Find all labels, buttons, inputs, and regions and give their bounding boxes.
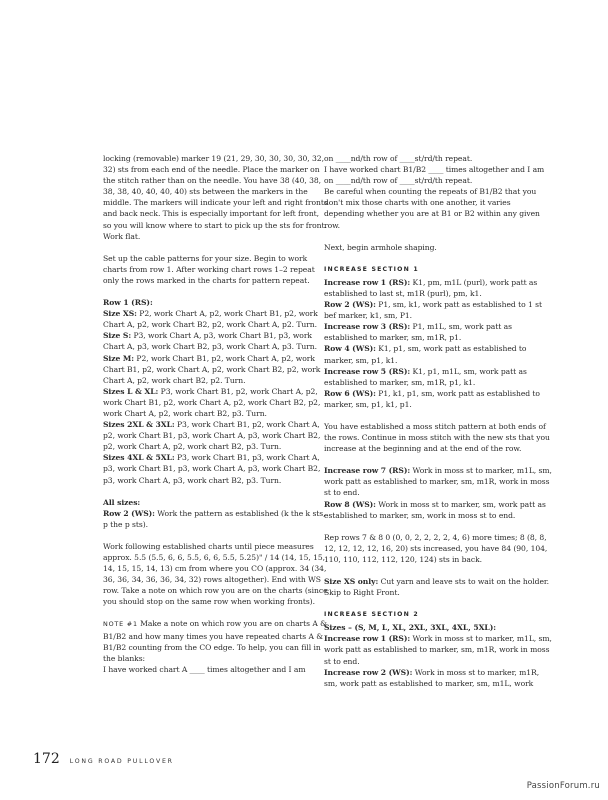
size-instruction: P2, work Chart A, p2, work Chart B1, p2, work Chart A, p2, work Chart B2, p2, work Chart A, p2. Turn.: [103, 309, 318, 330]
size-instruction: P3, work Chart B1, p2, work Chart A, p2, work Chart B1, p2, work Chart A, p2, work Chart B2, p2, work Chart A, p2, work chart B2, p3. Turn.: [103, 386, 321, 418]
size-label: Sizes 2XL & 3XL:: [103, 420, 175, 430]
row-instruction: K1, p1, m1L, sm, work patt as established to marker, sm, m1R, p1, k1.: [324, 366, 527, 387]
all-sizes-block: [103, 497, 329, 530]
row2-label: Row 2 (WS):: [103, 508, 155, 518]
size-instruction: P3, work Chart B1, p2, work Chart A, p2, work Chart B1, p3, work Chart A, p3, work Chart B2, p2, work Chart A, p2, work chart B2, p3. Turn.: [103, 420, 321, 452]
row-label: Increase row 1 (RS):: [324, 634, 411, 644]
row-instruction: P1, k1, p1, sm, work patt as established to marker, sm, p1, k1, p1.: [324, 388, 540, 409]
row1-label: Row 1 (RS):: [103, 298, 153, 308]
row-instruction: K1, pm, m1L (purl), work patt as established to last st, m1R (purl), pm, k1.: [324, 277, 538, 298]
running-title: LONG ROAD PULLOVER: [69, 758, 174, 765]
size-xs-text: Cut yarn and leave sts to wait on the holder. Skip to Right Front.: [324, 577, 549, 598]
note-label: NOTE #1: [103, 620, 138, 629]
row-label: Increase row 7 (RS):: [324, 466, 411, 476]
section-heading-2: INCREASE SECTION 2: [324, 611, 419, 619]
size-label: Size S:: [103, 331, 132, 341]
size-instruction: P2, work Chart B1, p2, work Chart A, p2, work Chart B1, p2, work Chart A, p2, work Chart B2, p2, work Chart A, p2, work chart B2, p2. Turn.: [103, 353, 321, 385]
rows-7-8: [324, 465, 552, 520]
row-instruction: P1, m1L, sm, work patt as established to marker, sm, m1R, p1.: [324, 322, 512, 343]
row-label: Row 6 (WS):: [324, 388, 376, 398]
page-footer: [33, 751, 174, 767]
size-label: Sizes L & XL:: [103, 386, 159, 396]
note-paragraph: [103, 618, 329, 674]
row-label: Row 8 (WS):: [324, 499, 376, 509]
row2-instruction: Work the pattern as established (k the k sts, p the p sts).: [103, 508, 326, 529]
right-text-column: [324, 153, 552, 689]
size-label: Size XS:: [103, 309, 137, 319]
size-xs-label: Size XS only:: [324, 577, 379, 586]
row-label: Row 2 (WS):: [324, 300, 376, 310]
sizes-label: Sizes – (S, M, L, XL, 2XL, 3XL, 4XL, 5XL):: [324, 623, 497, 633]
size-label: Size M:: [103, 353, 135, 363]
setup-paragraph: Set up the cable patterns for your size. Begin to work charts from row 1. After working chart rows 1–2 repeat only the rows marked in the charts for pattern repeat.: [103, 253, 315, 285]
armhole-line: Next, begin armhole shaping.: [324, 242, 437, 252]
row-instruction: Work in moss st to marker, sm, work patt as established to marker, sm, work in moss st to end.: [324, 499, 546, 520]
watermark: PassionForum.ru: [526, 781, 600, 791]
size-label: Sizes 4XL & 5XL:: [103, 453, 175, 463]
row-label: Row 4 (WS):: [324, 344, 376, 354]
row-instruction: Work in moss st to marker, m1L, sm, work patt as established to marker, sm, m1R, work in moss st to end.: [324, 466, 552, 498]
intro-paragraph: locking (removable) marker 19 (21, 29, 30, 30, 30, 30, 32, 32) sts from each end of the needle. Place the marker on the stitch rather than on the needle. You have 38 (40, 38, 38, 38, 40, 40, 40, 40) sts between the markers in the middle. The markers will indicate your left and right fronts and back neck. This is especially important for left front, so you will know where to start to pick up the sts for front. Work flat.: [103, 154, 328, 241]
size-instruction: P3, work Chart A, p3, work Chart B1, p3, work Chart A, p3, work Chart B2, p3, work Chart A, p3. Turn.: [103, 331, 317, 352]
size-instruction: P3, work Chart B1, p3, work Chart A, p3, work Chart B1, p3, work Chart A, p3, work Chart B2, p3, work Chart A, p3, work chart B2, p3. Turn.: [103, 453, 321, 485]
row-instruction: Work in moss st to marker, m1R, sm, work patt as established to marker, sm, m1L, work: [324, 667, 540, 688]
row-instruction: P1, sm, k1, work patt as established to 1 st bef marker, k1, sm, P1.: [324, 300, 542, 321]
following-paragraph: Work following established charts until piece measures approx. 5.5 (5.5, 6, 6, 5.5, 6, 6, 5.5, 5.25)" / 14 (14, 15, 15, 14, 15, 15, 14, 13) cm from where you CO (approx. 34 (34, 36, 36, 34, 36, 36, 34, 32) rows altogether). End with WS row. Take a note on which row you are on the charts (since you should stop on the same row when working fronts).: [103, 541, 328, 607]
row1-block: [103, 297, 329, 486]
row-instruction: Work in moss st to marker, m1L, sm, work patt as established to marker, sm, m1R, work in moss st to end.: [324, 634, 552, 666]
blanks-paragraph: on ____nd/th row of ____st/rd/th repeat. I have worked chart B1/B2 ____ times altogether and I am on ____nd/th row of ____st/rd/th repeat. Be careful when counting the repeats of B1/B2 that you don't mix those charts with one another, it varies depending whether you are at B1 or B2 within any given row.: [324, 154, 545, 230]
row-label: Increase row 3 (RS):: [324, 322, 411, 332]
size-xs-paragraph: [324, 576, 552, 598]
section2-rows: [324, 622, 552, 689]
row-label: Increase row 1 (RS):: [324, 277, 411, 287]
left-text-column: [103, 153, 329, 675]
page-number: 172: [33, 751, 60, 767]
work-flat-line: Work flat.: [103, 231, 141, 241]
section1-rows: [324, 277, 552, 410]
section-heading-1: INCREASE SECTION 1: [324, 265, 419, 273]
note-text: Make a note on which row you are on charts A & B1/B2 and how many times you have repeated charts A & B1/B2 counting from the CO edge. To help, you can fill in the blanks:: [103, 619, 327, 663]
repeat-paragraph: Rep rows 7 & 8 0 (0, 0, 2, 2, 2, 2, 4, 6) more times; 8 (8, 8, 12, 12, 12, 12, 16, 20) sts increased, you have 84 (90, 104, 110, 110, 112, 112, 120, 124) sts in back.: [324, 532, 548, 564]
blank-line: I have worked chart A ____ times altogether and I am: [103, 664, 306, 674]
row-label: Increase row 5 (RS):: [324, 366, 411, 376]
moss-paragraph: You have established a moss stitch pattern at both ends of the rows. Continue in moss stitch with the new sts that you increase at the beginning and at the end of the row.: [324, 421, 550, 454]
row-label: Increase row 2 (WS):: [324, 667, 413, 677]
all-sizes-label: All sizes:: [103, 497, 141, 507]
row-instruction: K1, p1, sm, work patt as established to marker, sm, p1, k1.: [324, 344, 527, 365]
